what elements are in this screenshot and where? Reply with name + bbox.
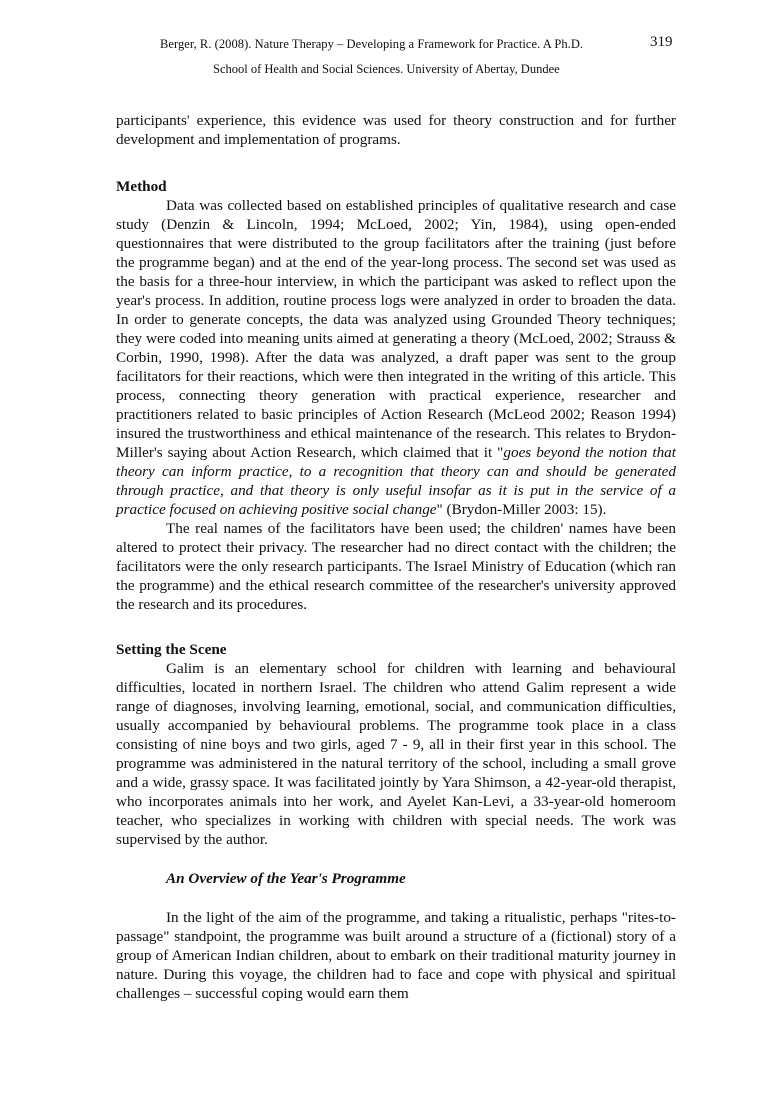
method-p1-text: Data was collected based on established principles of qualitative research and case study (Denzin & Lincoln, 1994; McLoed, 2002; Yin, 1984), using open-ended questionnaires that were distributed to the group facilitators after the training (just before the programme began) and at the end of the year-long process. The second set was used as the basis for a three-hour interview, in which the participant was asked to reflect upon the year's process. In addition, routine process logs were analyzed in order to broaden the data. In order to generate concepts, the data was analyzed using Grounded Theory techniques; they were coded into meaning units aimed at generating a theory (McLoed, 2002; Strauss & Corbin, 1990, 1998). After the data was analyzed, a draft paper was sent to the group facilitators for their reactions, which were then integrated in the writing of this article. This process, connecting theory generation with practical experience, researcher and practitioners related to basic principles of Action Research (McLeod 2002; Reason 1994) insured the trustworthiness and ethical maintenance of the research. This relates to Brydon-Miller's saying about Action Research, which claimed that it " [116,197,676,461]
running-header-citation: Berger, R. (2008). Nature Therapy – Developing a Framework for Practice. A Ph.D. [160,37,584,51]
overview-paragraph-1: In the light of the aim of the programme, and taking a ritualistic, perhaps "rites-to-passage" standpoint, the programme was built around a structure of a (fictional) story of a group of American Indian children, about to embark on their traditional maturity journey in nature. During this voyage, the children had to face and cope with physical and spiritual challenges – successful coping would earn them [116,909,676,1002]
section-heading-setting: Setting the Scene [116,641,227,658]
section-heading-overview: An Overview of the Year's Programme [166,870,406,887]
page-number: 319 [650,34,673,50]
method-p1-citation: " (Brydon-Miller 2003: 15). [436,501,607,518]
method-p1-quote: goes beyond the notion that theory can inform practice, to a recognition that theory can and should be generated through practice, and that theory is only useful insofar as it is put in the service of a practice focused on achieving positive social change [116,444,676,518]
section-heading-method: Method [116,178,167,195]
method-paragraph-2: The real names of the facilitators have been used; the children' names have been altered to protect their privacy. The researcher had no direct contact with the children; the facilitators were the only research participants. The Israel Ministry of Education (which ran the programme) and the ethical research committee of the researcher's university approved the research and its procedures. [116,520,676,613]
method-paragraph-1 [116,196,676,519]
running-header-institution: School of Health and Social Sciences. University of Abertay, Dundee [213,62,560,76]
setting-paragraph-1: Galim is an elementary school for children with learning and behavioural difficulties, located in northern Israel. The children who attend Galim represent a wide range of diagnoses, involving learning, emotional, social, and communication difficulties, usually accompanied by behavioural problems. The programme took place in a class consisting of nine boys and two girls, aged 7 - 9, all in their first year in this school. The programme was administered in the natural territory of the school, including a small grove and a wide, grassy space. It was facilitated jointly by Yara Shimson, a 42-year-old therapist, who incorporates animals into her work, and Ayelet Kan-Levi, a 33-year-old homeroom teacher, who specializes in working with children with special needs. The work was supervised by the author. [116,660,676,848]
body-text [116,111,676,1003]
intro-paragraph: participants' experience, this evidence was used for theory construction and for further development and implementation of programs. [116,112,676,148]
